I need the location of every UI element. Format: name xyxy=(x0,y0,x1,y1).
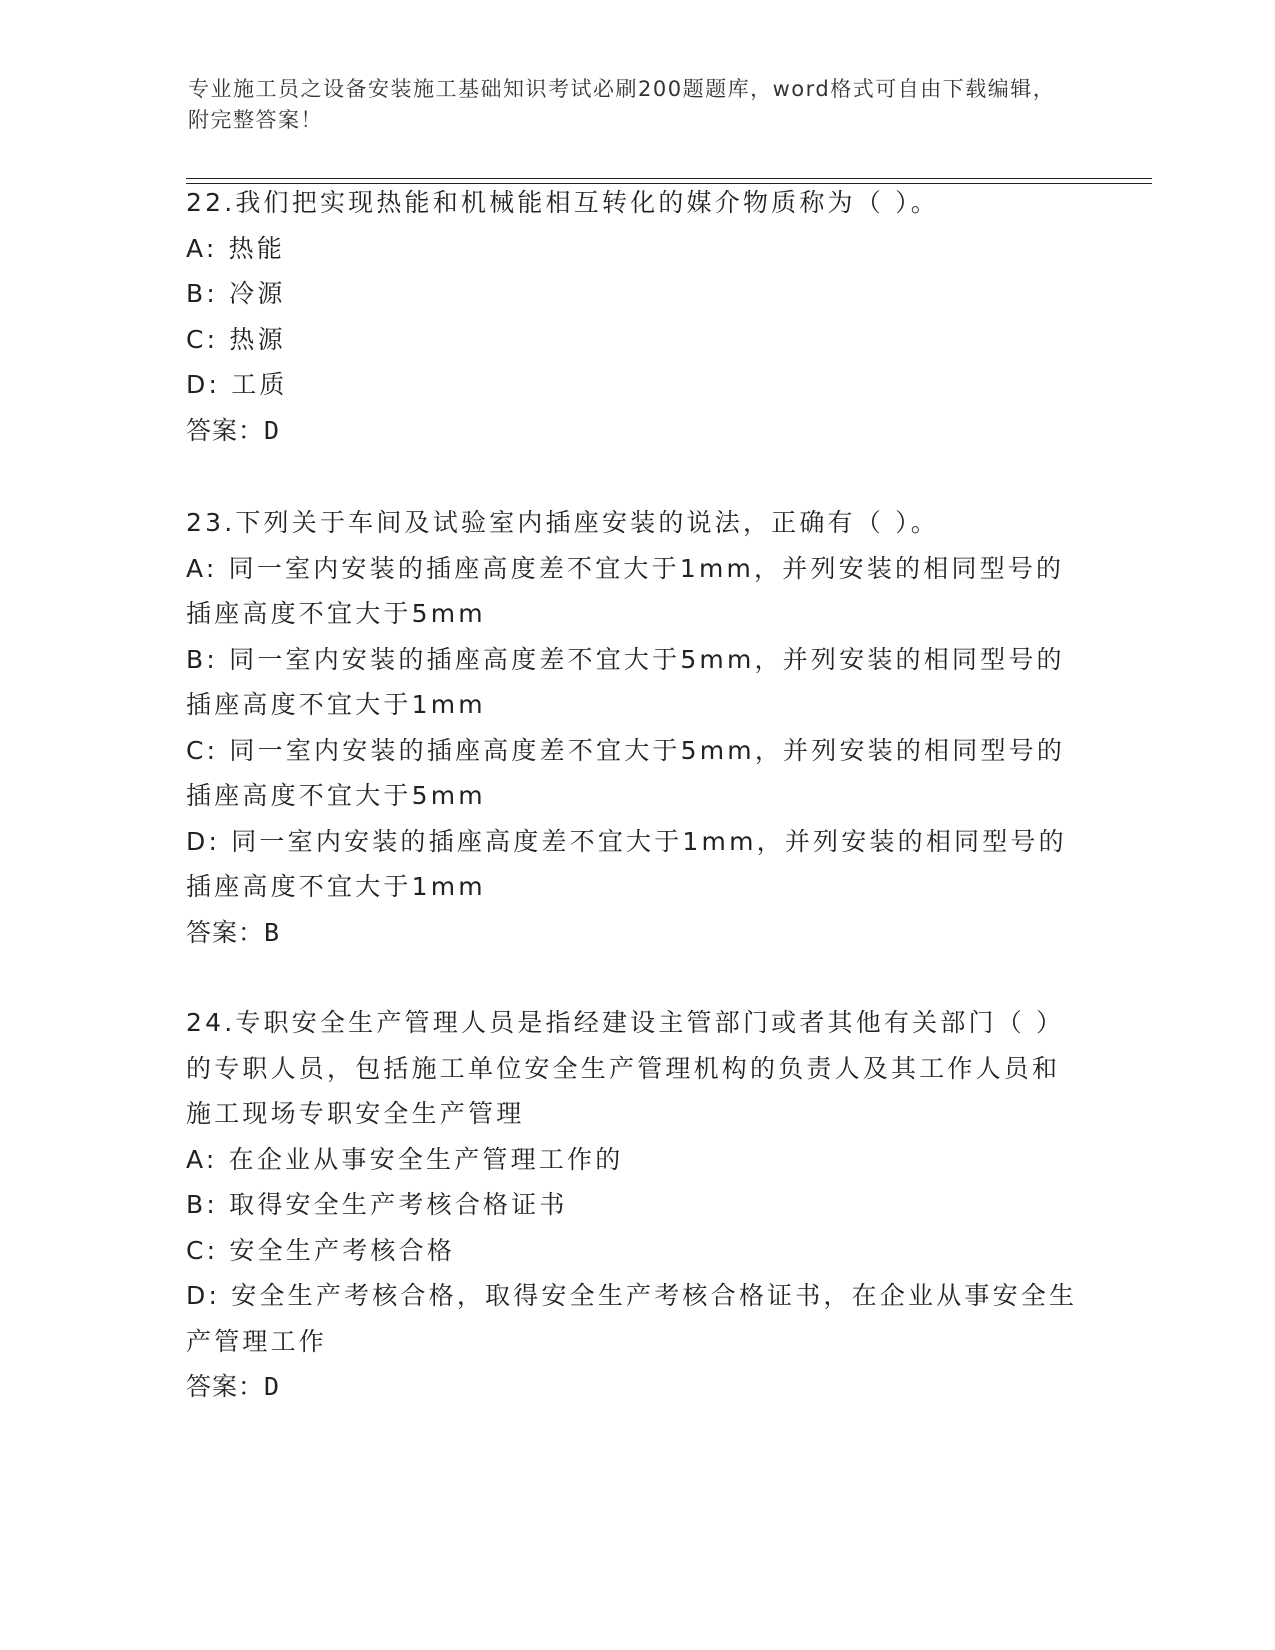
answer-value: D xyxy=(264,415,281,445)
option-d: D: 工质 xyxy=(186,370,288,399)
answer-value: B xyxy=(264,917,281,947)
answer-value: D xyxy=(264,1372,281,1401)
question-23 xyxy=(186,500,1086,955)
option-c: C: 安全生产考核合格 xyxy=(186,1235,456,1265)
question-stem: 22.我们把实现热能和机械能相互转化的媒介物质称为（ ）。 xyxy=(186,188,940,217)
option-b: B: 同一室内安装的插座高度差不宜大于5mm，并列安装的相同型号的插座高度不宜大于1mm xyxy=(186,644,1065,719)
answer-line xyxy=(186,1364,1086,1410)
answer-label: 答案： xyxy=(186,1372,265,1401)
question-24 xyxy=(186,1000,1086,1410)
option-a: A: 同一室内安装的插座高度差不宜大于1mm，并列安装的相同型号的插座高度不宜大于5mm xyxy=(186,553,1065,628)
option-a: A: 在企业从事安全生产管理工作的 xyxy=(186,1144,624,1174)
header-divider-top xyxy=(186,178,1152,179)
answer-label: 答案： xyxy=(186,917,265,947)
option-b: B: 冷源 xyxy=(186,279,286,308)
answer-line xyxy=(186,910,1086,956)
document-header: 专业施工员之设备安装施工基础知识考试必刷200题题库，word格式可自由下载编辑，附完整答案！ xyxy=(188,77,1056,132)
question-22 xyxy=(186,180,1086,453)
option-b: B: 取得安全生产考核合格证书 xyxy=(186,1190,568,1219)
option-c: C: 同一室内安装的插座高度差不宜大于5mm，并列安装的相同型号的插座高度不宜大于5mm xyxy=(186,735,1066,810)
answer-label: 答案： xyxy=(186,415,265,445)
answer-line xyxy=(186,408,1086,454)
option-a: A: 热能 xyxy=(186,233,286,263)
option-d: D: 安全生产考核合格，取得安全生产考核合格证书，在企业从事安全生产管理工作 xyxy=(186,1281,1078,1356)
question-stem: 24.专职安全生产管理人员是指经建设主管部门或者其他有关部门（ ）的专职人员，包括施工单位安全生产管理机构的负责人及其工作人员和施工现场专职安全生产管理 xyxy=(186,1008,1065,1128)
option-d: D: 同一室内安装的插座高度差不宜大于1mm，并列安装的相同型号的插座高度不宜大于1mm xyxy=(186,826,1067,901)
question-stem: 23.下列关于车间及试验室内插座安装的说法，正确有（ ）。 xyxy=(186,508,940,537)
option-c: C: 热源 xyxy=(186,324,286,354)
